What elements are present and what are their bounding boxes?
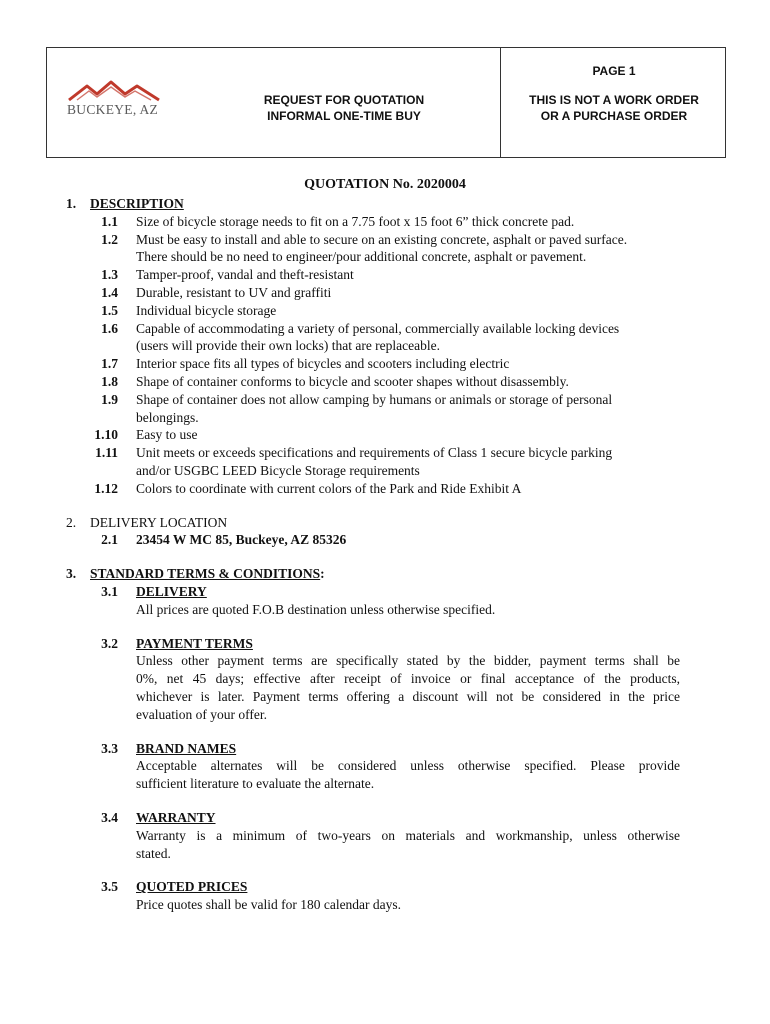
list-item [0, 444, 770, 462]
section-1-heading [0, 195, 770, 213]
page-label: PAGE 1 [592, 64, 636, 78]
paragraph-line [0, 775, 770, 793]
item-number: 1.5 [101, 302, 118, 318]
list-item [0, 320, 770, 338]
list-item [0, 480, 770, 498]
list-item [0, 426, 770, 444]
subsection-title: WARRANTY [136, 809, 216, 825]
paragraph-text: evaluation of your offer. [136, 706, 267, 722]
section-2-heading [0, 514, 770, 532]
subsection-heading [0, 809, 770, 827]
order-notice-line1: THIS IS NOT A WORK ORDER [529, 93, 699, 107]
list-item [0, 373, 770, 391]
list-item [0, 531, 770, 549]
item-number: 1.7 [101, 356, 118, 372]
buckeye-logo [67, 78, 167, 124]
paragraph-text: whichever is later. Payment terms offering a discount will not be considered in the price [136, 688, 680, 704]
paragraph-text: Warranty is a minimum of two-years on materials and workmanship, unless otherwise [136, 827, 680, 843]
paragraph-line [0, 845, 770, 863]
subsection-title: PAYMENT TERMS [136, 635, 253, 651]
item-number: 1.11 [95, 445, 118, 461]
paragraph-text: Acceptable alternates will be considered unless otherwise specified. Please provide [136, 758, 680, 774]
item-text: (users will provide their own locks) that are replaceable. [136, 338, 441, 354]
item-text: Colors to coordinate with current colors of the Park and Ride Exhibit A [136, 480, 522, 496]
paragraph-text: All prices are quoted F.O.B destination unless otherwise specified. [136, 601, 496, 617]
quotation-number: QUOTATION No. 2020004 [304, 177, 466, 192]
item-text: Unit meets or exceeds specifications and requirements of Class 1 secure bicycle parking [136, 445, 613, 461]
paragraph-line [0, 688, 770, 706]
list-item [0, 266, 770, 284]
paragraph-line [0, 652, 770, 670]
section-number: 1. [66, 196, 77, 211]
section-title: STANDARD TERMS & CONDITIONS [90, 566, 321, 582]
subsection-heading [0, 583, 770, 601]
item-text: Shape of container does not allow camping by humans or animals or storage of personal [136, 391, 613, 407]
item-number: 1.6 [101, 320, 118, 336]
item-number: 3.3 [101, 740, 118, 756]
item-number: 1.8 [101, 373, 118, 389]
item-number: 1.12 [94, 480, 118, 496]
item-number: 1.4 [101, 284, 118, 300]
paragraph-line [0, 670, 770, 688]
item-text: and/or USGBC LEED Bicycle Storage requirements [136, 462, 420, 478]
document-body [0, 195, 770, 914]
section-title-colon: : [320, 566, 325, 582]
item-text: Easy to use [136, 427, 198, 443]
list-item-continuation [0, 248, 770, 266]
item-text: Durable, resistant to UV and graffiti [136, 284, 332, 300]
delivery-address: 23454 W MC 85, Buckeye, AZ 85326 [136, 532, 347, 548]
paragraph-line [0, 706, 770, 724]
subsection-title: BRAND NAMES [136, 740, 237, 756]
rfq-title-line1: REQUEST FOR QUOTATION [263, 93, 425, 107]
section-title: DELIVERY LOCATION [90, 514, 228, 530]
paragraph-line [0, 757, 770, 775]
header-box [46, 47, 726, 158]
item-text: There should be no need to engineer/pour additional concrete, asphalt or pavement. [136, 249, 587, 265]
list-item [0, 231, 770, 249]
logo-text: BUCKEYE, AZ [67, 102, 159, 117]
list-item-continuation [0, 409, 770, 427]
order-notice [501, 92, 727, 124]
paragraph-text: sufficient literature to evaluate the alternate. [136, 776, 375, 792]
list-item-continuation [0, 337, 770, 355]
paragraph-text: 0%, net 45 days; effective after receipt of invoice or final acceptance of the products, [136, 671, 680, 687]
rfq-title [239, 92, 449, 124]
section-3-heading [0, 565, 770, 583]
item-number: 1.1 [101, 213, 118, 229]
item-number: 1.3 [101, 267, 118, 283]
item-text: Must be easy to install and able to secure on an existing concrete, asphalt or paved surface. [136, 231, 628, 247]
paragraph-text: Unless other payment terms are specifically stated by the bidder, payment terms shall be [136, 653, 680, 669]
list-item-continuation [0, 462, 770, 480]
order-notice-line2: OR A PURCHASE ORDER [540, 109, 688, 123]
item-text: Interior space fits all types of bicycles and scooters including electric [136, 356, 510, 372]
section-title: DESCRIPTION [90, 196, 184, 211]
section-number: 2. [66, 514, 77, 530]
subsection-title: DELIVERY [136, 583, 207, 599]
item-text: Individual bicycle storage [136, 302, 277, 318]
item-number: 1.10 [94, 427, 118, 443]
item-number: 3.4 [101, 809, 118, 825]
list-item [0, 355, 770, 373]
subsection-heading [0, 740, 770, 758]
mountain-logo-icon [67, 78, 163, 104]
item-text: Tamper-proof, vandal and theft-resistant [136, 267, 354, 283]
item-number: 1.9 [101, 391, 118, 407]
item-number: 3.2 [101, 635, 118, 651]
item-number: 1.2 [101, 231, 118, 247]
subsection-heading [0, 878, 770, 896]
paragraph-line [0, 896, 770, 914]
rfq-title-line2: INFORMAL ONE-TIME BUY [267, 109, 421, 123]
list-item [0, 284, 770, 302]
item-text: Capable of accommodating a variety of personal, commercially available locking devices [136, 320, 620, 336]
list-item [0, 302, 770, 320]
subsection-heading [0, 635, 770, 653]
item-number: 3.1 [101, 583, 118, 599]
item-text: Shape of container conforms to bicycle and scooter shapes without disassembly. [136, 373, 569, 389]
paragraph-line [0, 827, 770, 845]
paragraph-text: stated. [136, 845, 171, 861]
item-text: Size of bicycle storage needs to fit on a 7.75 foot x 15 foot 6” thick concrete pad. [136, 213, 575, 229]
item-number: 3.5 [101, 879, 118, 895]
paragraph-line [0, 601, 770, 619]
list-item [0, 213, 770, 231]
item-text: belongings. [136, 409, 199, 425]
paragraph-text: Price quotes shall be valid for 180 calendar days. [136, 897, 402, 913]
item-number: 2.1 [101, 532, 118, 548]
subsection-title: QUOTED PRICES [136, 879, 248, 895]
list-item [0, 391, 770, 409]
section-number: 3. [66, 566, 77, 582]
